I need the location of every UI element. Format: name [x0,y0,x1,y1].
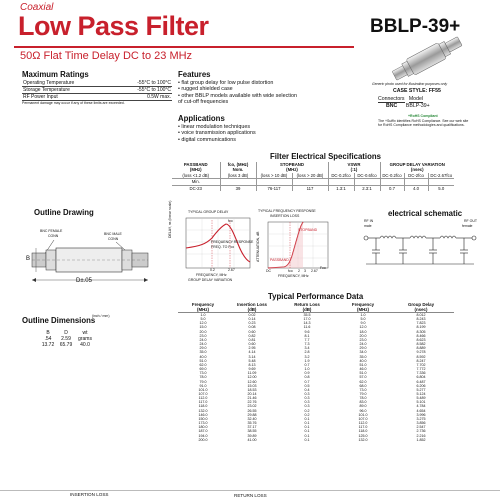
table-cell: 0.5 [304,383,310,388]
table-cell: 18.0 [359,329,367,334]
table-cell: 3.275 [416,416,426,421]
table-cell: 29.0 [359,346,367,351]
table-cell: 69.0 [199,367,207,372]
table-cell: 8.243 [416,317,426,322]
gdv2-value: 4.0 [404,185,428,191]
table-cell: 118.0 [198,404,208,409]
table-cell: 22.76 [247,400,257,405]
table-cell: 3.2 [304,354,310,359]
table-cell: 4.654 [416,408,426,413]
table-row [172,185,454,191]
table-cell: 89.0 [359,404,367,409]
table-cell: 1.0 [200,313,206,317]
table-cell: 24.0 [199,337,207,342]
table-cell: 112.0 [198,396,208,401]
table-cell: 107.0 [358,416,368,421]
list-item: • digital communications [178,136,236,143]
table-cell: 35.0 [359,354,367,359]
table-cell: 0.1 [304,416,310,421]
table-row [40,342,94,348]
table-cell: 4.784 [416,404,426,409]
gd-x2-label: 2.67 [228,268,235,272]
gdv-unit: (nsec) [410,167,424,173]
gdv-cond-1: DC-0.2fco [380,173,404,179]
table-cell: 11.6 [303,325,311,330]
table-cell: 32.40 [247,416,257,421]
table-cell: 35.76 [247,421,257,426]
table-cell: 9.69 [248,367,256,372]
table-cell: 150.0 [198,416,208,421]
table-cell: 21.46 [247,396,257,401]
table-cell: 3.856 [416,421,426,426]
table-cell: 132.0 [198,408,208,413]
header-gdv: GROUP DELAY VARIATION [389,162,445,167]
model-number: BBLP-39+ [370,16,461,37]
table-cell: 173.0 [198,421,208,426]
rohs-title: +RoHS Compliant [408,114,438,118]
perf-unit-freq2: (MHz) [338,307,388,313]
table-cell: 12.0 [359,325,367,330]
table-cell: 96.0 [359,408,367,413]
perf-header-freq2: Frequency [351,302,375,307]
rohs-text-1: The +Suffix identifies RoHS Compliance. See our web site [378,119,469,123]
table-cell: 117.0 [198,400,208,405]
features-title: Features [178,70,211,79]
table-cell: 29.88 [247,412,257,417]
fr-stopband-label: STOPBAND [298,228,318,232]
fr-xlabel: FREQUENCY, MHz [278,274,309,278]
table-cell: 5.0 [200,317,206,322]
table-cell: 8.199 [416,325,426,330]
vswr-cond-2: DC-0.6fco [354,173,380,179]
table-cell: 8.305 [416,329,426,334]
table-cell: 9.0 [360,321,366,326]
table-cell: 7.772 [416,367,426,372]
gd-ylabel: DELAY, ns (linear scale) [168,200,172,238]
table-cell: 24.0 [199,342,207,347]
rohs-text-2: for RoHS Compliance methodologies and qualifications. [378,123,465,127]
table-row [22,94,172,101]
table-cell: 1.9 [304,358,310,363]
group-delay-title: TYPICAL GROUP DELAY [188,210,229,214]
table-cell: 8.466 [416,333,426,338]
table-cell: 0.2 [304,408,310,413]
table-cell: 29.0 [199,346,207,351]
fco-sub: Nom. [220,167,256,172]
list-item: • other BBLP models available with wide selection [178,92,297,99]
category-label: Coaxial [20,2,54,13]
table-cell: 101.0 [358,412,368,417]
table-cell: 8.13 [248,362,256,367]
connector-value: BNC [386,103,398,109]
table-cell: 0.23 [248,321,256,326]
table-cell: 2.95 [248,346,256,351]
table-cell: 4.14 [248,350,256,355]
table-cell: 35.5 [303,313,311,317]
table-cell: 8.592 [416,354,426,359]
performance-table [178,302,454,442]
table-cell: 15.0 [199,325,207,330]
table-cell: 78.0 [359,396,367,401]
title-divider [14,46,354,48]
table-cell: 41.00 [247,437,257,442]
table-cell: 3.996 [416,412,426,417]
vswr-cond-1: DC-0.2fco [328,173,354,179]
table-cell: 5.489 [416,396,426,401]
table-row [178,438,454,442]
perf-unit-il: (dB) [228,307,276,313]
stop-cond-2: (loss > 20 dB) [292,173,328,179]
table-cell: 6.487 [416,379,426,384]
dim-wt-inch: grams [78,336,92,342]
table-cell: 117.0 [358,425,368,430]
table-cell: 0.7 [304,362,310,367]
passband-min: Min. [172,179,220,185]
bnc-female-conn: CONN [48,234,59,238]
table-cell: 51.0 [199,358,207,363]
table-cell: 39.89 [247,433,257,438]
fr-fco-label: Fco [320,266,326,270]
table-cell: 6.206 [416,383,426,388]
table-cell: 91.0 [199,383,207,388]
bnc-female-label: BNC FEMALE [40,229,63,233]
table-cell: 9.6 [304,329,310,334]
features-list [178,80,297,105]
perf-header-gd: Group Delay [407,302,435,307]
table-cell: 0.7 [304,379,310,384]
dim-d-label: D±.05 [76,278,92,284]
table-cell: 0.1 [304,429,310,434]
table-cell: 34.0 [359,350,367,355]
dim-header-d: D [64,330,68,336]
rf-out-label: RF OUT [464,219,478,223]
table-cell: 5.277 [416,387,426,392]
rating-label: Operating Temperature [22,80,107,87]
fr-ylabel: ATTENUATION, dB [256,231,260,262]
table-cell: 0.2 [304,412,310,417]
gd-response-label: FREQUENCY RESPONSE [211,240,254,244]
page-title: Low Pass Filter [18,11,209,41]
table-cell: 0.9 [304,371,310,376]
applications-title: Applications [178,114,225,123]
gd-freq-label: FREQ. TO Fco [211,245,235,249]
table-cell: 20.14 [247,391,257,396]
freq-response-subtitle: INSERTION LOSS [270,214,300,218]
table-cell: 5.48 [248,358,256,363]
table-cell: 194.0 [198,433,208,438]
table-cell: 0.1 [304,421,310,426]
table-cell: 37.17 [247,425,257,430]
table-cell: 187.0 [198,429,208,434]
table-cell: 7.823 [416,321,426,326]
outline-drawing-title: Outline Drawing [34,208,94,217]
rf-out-female: female [462,224,473,228]
dim-b-label: B [26,256,31,262]
performance-table-body [178,313,454,442]
table-cell: 23.02 [247,404,257,409]
perf-unit-gd: (nsec) [388,307,454,313]
table-cell: 180.0 [198,425,208,430]
table-cell: 5.0 [360,317,366,322]
bnc-male-label: BNC MALE [104,232,122,236]
fco-cond: (loss 3 dB) [220,173,256,179]
gd-variation-label: GROUP DELAY VARIATION [188,278,233,282]
table-cell: 18.53 [247,387,257,392]
table-cell: 107.0 [198,391,208,396]
table-cell: 0.82 [248,333,256,338]
table-cell: 3.14 [248,354,256,359]
gdv-cond-3: DC-2.67fco [428,173,454,179]
perf-unit-freq: (MHz) [178,307,228,313]
rating-value: -55°C to 100°C [107,80,172,87]
connectors-value-row [386,103,430,109]
table-cell: 62.0 [199,362,207,367]
table-cell: 20.0 [199,329,207,334]
gdv1-value: 0.7 [380,185,404,191]
table-cell: 125.0 [358,433,368,438]
table-cell: 12.00 [247,375,257,380]
perf-header-il: Insertion Loss [236,302,267,307]
dim-header-b: B [46,330,50,336]
table-cell: 23.0 [359,337,367,342]
table-cell: 51.0 [359,371,367,376]
fr-tick-3: 3 [304,269,306,273]
table-cell: 0.81 [248,337,256,342]
table-cell: 0.3 [304,391,310,396]
table-cell: 83.0 [359,400,367,405]
table-cell: 7.702 [416,362,426,367]
table-cell: 12.0 [199,321,207,326]
gd-xlabel: FREQUENCY, MHz [196,273,227,277]
table-cell: 8.889 [416,346,426,351]
stop2-value: 117 [292,185,328,191]
table-cell: 7.7 [304,337,310,342]
bottom-insertion-loss-title: INSERTION LOSS [70,492,109,497]
table-cell: 8.247 [416,358,426,363]
table-cell: 2.547 [416,425,426,430]
table-cell: 0.3 [304,400,310,405]
gdv-cond-2: DC-2fco [404,173,428,179]
table-cell: 68.0 [359,383,367,388]
table-cell: 9.278 [416,350,426,355]
table-cell: 79.0 [199,379,207,384]
electrical-specs-title: Filter Electrical Specifications [270,152,381,161]
table-cell: 0.1 [304,433,310,438]
freq-response-title: TYPICAL FREQUENCY RESPONSE [258,209,316,213]
table-cell: 7.3 [304,342,310,347]
table-cell: 118.0 [358,429,368,434]
table-cell: 51.0 [359,362,367,367]
model-value: BBLP-39+ [405,103,430,109]
fr-tick-2: 2 [298,269,300,273]
dim-d-mm: 65.79 [59,342,73,348]
table-cell: 7.336 [416,371,426,376]
table-cell: 35.0 [199,350,207,355]
outline-dims-unit: (inch / mm) [92,314,110,318]
stop1-value: 76-117 [256,185,292,191]
rf-in-male: male [364,224,372,228]
dim-wt-mm: 40.0 [80,342,90,348]
header-stopband: STOPBAND [256,162,328,167]
table-cell: 46.0 [359,367,367,372]
table-cell: 11.09 [247,371,257,376]
table-cell: 20.0 [359,333,367,338]
stopband-unit: (MHz) [256,167,328,172]
header-passband: PASSBAND [172,162,220,167]
rf-in-label: RF IN [364,219,374,223]
bottom-divider [0,490,500,491]
bnc-male-conn: CONN [108,237,119,241]
table-cell: 0.02 [248,313,256,317]
table-cell: 0.1 [304,425,310,430]
table-cell: 112.0 [358,421,368,426]
product-photo [386,34,470,82]
dim-b-inch: .54 [44,336,52,342]
max-ratings-title: Maximum Ratings [22,70,89,79]
rohs-block [380,111,381,112]
outline-dims-table [40,330,94,348]
table-cell: 73.0 [359,387,367,392]
table-cell: 5.124 [416,391,426,396]
table-row [22,87,172,94]
table-cell: 1.852 [416,437,426,442]
table-cell: 6.804 [416,375,426,380]
table-cell: 23.0 [199,333,207,338]
fr-tick-fco: fco [288,269,293,273]
list-item: of cut-off frequencies [178,98,229,105]
vswr-unit: (:1) [328,167,380,172]
table-cell: 24.0 [359,342,367,347]
table-cell: 2.8 [304,350,310,355]
table-cell: 8.012 [416,313,426,317]
fr-tick-267: 2.67 [311,269,318,273]
rating-value: -55°C to 100°C [107,87,172,94]
table-cell: 5.101 [416,400,426,405]
list-item: • voice transmission applications [178,130,256,137]
fco-value: 39 [220,185,256,191]
passband-cond: (loss <1.2 dB) [172,173,220,179]
table-cell: 0.14 [248,317,256,322]
performance-title: Typical Performance Data [268,292,364,301]
table-cell: 1.0 [360,313,366,317]
schematic-diagram [360,228,480,272]
gd-fco-label: fco [228,219,233,223]
table-cell: 0.08 [248,325,256,330]
table-cell: 0.4 [304,387,310,392]
schematic-title: electrical schematic [388,209,463,218]
table-cell: 146.0 [198,412,208,417]
dim-header-wt: wt [82,330,88,336]
header-vswr: VSWR [328,162,380,167]
dim-b-mm: 13.72 [41,342,55,348]
fr-tick-dc: DC [266,269,272,273]
photo-caption: Generic photo used for illustration purposes only [372,82,448,86]
table-cell: 200.0 [198,437,208,442]
rating-label: RF Power Input [22,94,107,101]
applications-list [178,124,256,143]
stop-cond-1: (loss > 10 dB) [256,173,292,179]
table-cell: 0.60 [248,329,256,334]
outline-drawing [24,228,160,290]
table-cell: 132.0 [358,437,368,442]
gdv3-value: 5.0 [438,185,445,191]
table-cell: 26.55 [247,408,257,413]
list-item: • linear modulation techniques [178,124,251,130]
table-cell: 1.0 [304,367,310,372]
list-item: • rugged shielded case [178,86,233,93]
perf-header-freq: Frequency [191,302,215,307]
table-cell: 12.60 [247,379,257,384]
table-cell: 79.0 [359,391,367,396]
vswr2-value: 2.3:1 [354,185,380,191]
table-cell: 0.8 [304,375,310,380]
vswr1-value: 1.3:1 [328,185,354,191]
dim-d-inch: 2.59 [61,336,71,342]
gd-x1-label: 0.2 [210,268,215,272]
table-cell: 8.582 [416,342,426,347]
page-subtitle: 50Ω Flat Time Delay DC to 23 MHz [20,50,193,62]
table-cell: 14.3 [303,321,311,326]
table-cell: 0.3 [304,404,310,409]
list-item: • flat group delay for low pulse distortion [178,80,274,86]
fr-passband-label: PASSBAND [270,258,289,262]
model-label: Model [408,96,423,102]
table-cell: 40.0 [359,358,367,363]
passband-value: DC-23 [172,185,220,191]
table-cell: 62.0 [359,379,367,384]
ratings-note: Permanent damage may occur if any of these limits are exceeded. [22,101,125,105]
table-cell: 2.216 [416,433,426,438]
table-cell: 2.736 [416,429,426,434]
table-cell: 38.55 [247,429,257,434]
perf-unit-rl: (dB) [276,307,338,313]
rating-value: 0.5W max. [107,94,172,101]
table-cell: 8.1 [304,333,310,338]
table-cell: 0.60 [248,342,256,347]
bottom-return-loss-title: RETURN LOSS [234,493,267,498]
table-cell: 3.4 [304,346,310,351]
rating-label: Storage Temperature [22,87,107,94]
table-cell: 73.0 [199,371,207,376]
table-cell: 57.0 [359,375,367,380]
connectors-label: Connectors [378,96,405,102]
perf-header-rl: Return Loss [294,302,320,307]
table-cell: 17.0 [303,317,311,322]
case-style: CASE STYLE: FF55 [393,88,441,94]
table-cell: 101.0 [198,387,208,392]
header-fco: fco, (MHz) [220,162,256,167]
table-cell: 0.1 [304,437,310,442]
table-cell: 15.03 [247,383,257,388]
max-ratings-table [22,80,172,101]
table-cell: 40.0 [199,354,207,359]
outline-dims-title: Outline Dimensions [22,316,96,325]
table-cell: 78.0 [199,375,207,380]
passband-unit: (MHz) [172,167,220,172]
table-cell: 0.3 [304,396,310,401]
table-cell: 8.623 [416,337,426,342]
electrical-specs-table [172,162,454,191]
connectors-header [378,96,423,102]
